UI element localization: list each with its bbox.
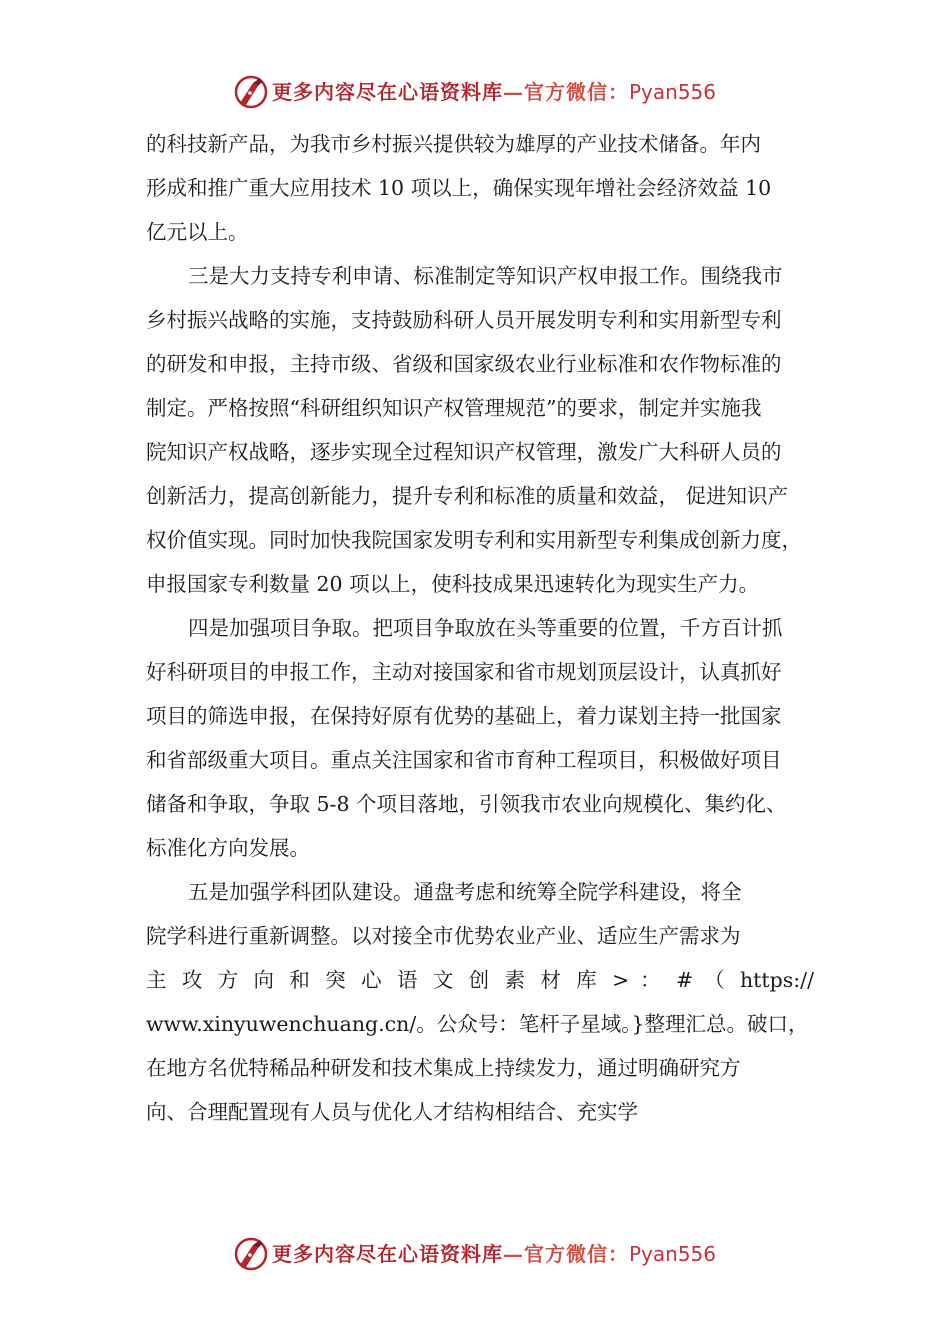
paragraph-start: 三是大力支持专利申请、标准制定等知识产权申报工作。围绕我市 [188, 264, 783, 288]
text-line: 向、合理配置现有人员与优化人才结构相结合、充实学 [146, 1100, 638, 1124]
text-line: 的研发和申报，主持市级、省级和国家级农业行业标准和农作物标准的 [146, 352, 782, 376]
text-line: 制定。严格按照“科研组织知识产权管理规范”的要求，制定并实施我 [146, 396, 762, 420]
document-body [146, 122, 814, 1134]
text-line: 形成和推广重大应用技术 10 项以上，确保实现年增社会经济效益 10 [146, 176, 772, 200]
watermark-main: 更多内容尽在心语资料库 [272, 1242, 503, 1266]
paragraph-start: 四是加强项目争取。把项目争取放在头等重要的位置，千方百计抓 [188, 616, 783, 640]
text-line: 院学科进行重新调整。以对接全市优势农业产业、适应生产需求为 [146, 924, 741, 948]
text-line: 储备和争取，争取 5-8 个项目落地，引领我市农业向规模化、集约化、 [146, 792, 787, 816]
text-line: 申报国家专利数量 20 项以上，使科技成果迅速转化为现实生产力。 [146, 572, 760, 596]
text-line: 好科研项目的申报工作，主动对接国家和省市规划顶层设计，认真抓好 [146, 660, 782, 684]
watermark-main: 更多内容尽在心语资料库 [272, 80, 503, 104]
text-line: 亿元以上。 [146, 220, 249, 244]
text-line: www.xinyuwenchuang.cn/。公众号：笔杆子星域。}整理汇总。破口， [146, 1012, 809, 1036]
text-line: 权价值实现。同时加快我院国家发明专利和实用新型专利集成创新力度， [146, 528, 802, 552]
watermark-text [272, 1240, 716, 1268]
text-line: 在地方名优特稀品种研发和技术集成上持续发力，通过明确研究方 [146, 1056, 741, 1080]
header-watermark [0, 72, 950, 112]
text-line: 创新活力，提高创新能力，提升专利和标准的质量和效益， 促进知识产 [146, 484, 789, 508]
text-line: 乡村振兴战略的实施，支持鼓励科研人员开展发明专利和实用新型专利 [146, 308, 782, 332]
pen-nib-logo-icon [233, 74, 269, 110]
text-line: 的科技新产品，为我市乡村振兴提供较为雄厚的产业技术储备。年内 [146, 132, 761, 156]
footer-watermark [0, 1234, 950, 1274]
watermark-text [272, 78, 716, 106]
watermark-sub: —官方微信： [503, 80, 629, 104]
pen-nib-logo-icon [233, 1236, 269, 1272]
watermark-id: Pyan556 [629, 1242, 717, 1266]
text-line: 和省部级重大项目。重点关注国家和省市育种工程项目，积极做好项目 [146, 748, 782, 772]
text-line: 标准化方向发展。 [146, 836, 310, 860]
watermark-sub: —官方微信： [503, 1242, 629, 1266]
text-line: 主 攻 方 向 和 突 心 语 文 创 素 材 库 > ： # （ https:// [146, 968, 814, 992]
text-line: 院知识产权战略，逐步实现全过程知识产权管理，激发广大科研人员的 [146, 440, 782, 464]
text-line: 项目的筛选申报，在保持好原有优势的基础上，着力谋划主持一批国家 [146, 704, 782, 728]
paragraph-start: 五是加强学科团队建设。通盘考虑和统筹全院学科建设，将全 [188, 880, 742, 904]
watermark-id: Pyan556 [629, 80, 717, 104]
